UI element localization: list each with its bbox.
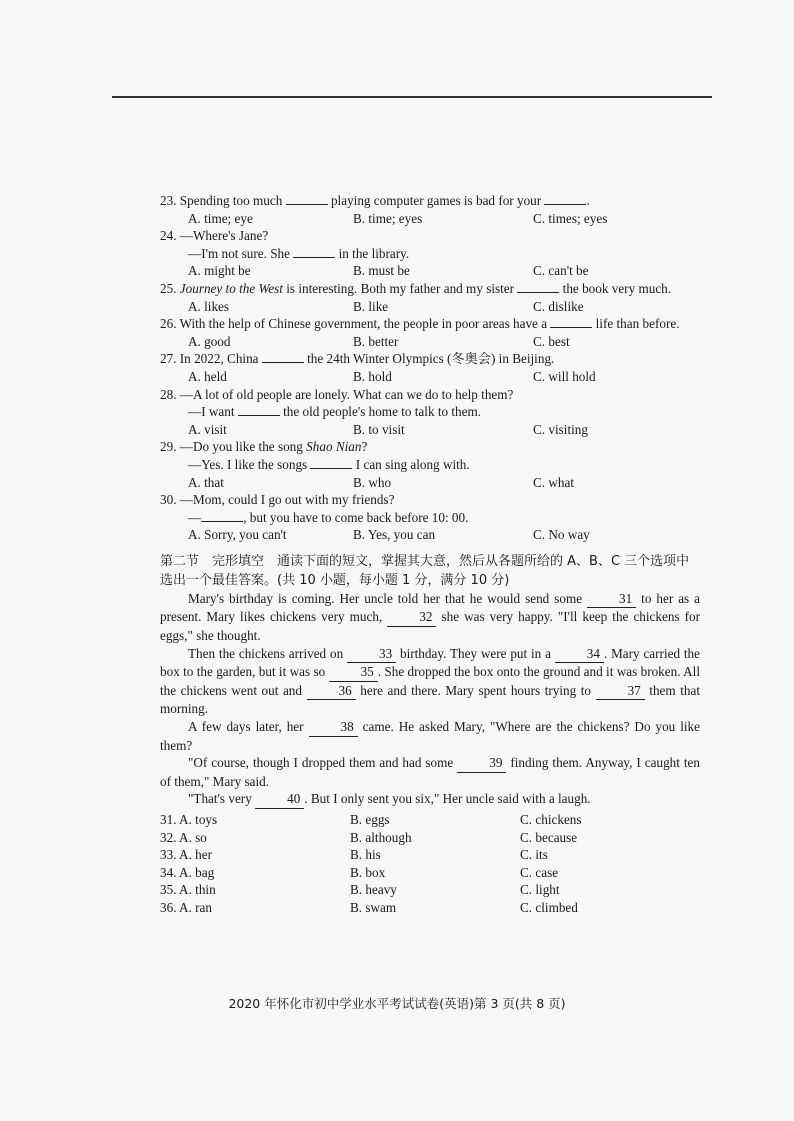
passage-paragraph-2: Then the chickens arrived on 33 birthday. They were put in a 34 . Mary carried the box to the garden, but it was so 35 . She dropped the box onto the ground and it was broken. All the chickens went out and 36 here and there. Mary spent hours trying to 37 them that morning.: [160, 645, 700, 717]
question-24: 24. —Where's Jane? —I'm not sure. She in the library. A. might be B. must be C. can't be: [160, 228, 589, 279]
question-23: 23. Spending too much playing computer games is bad for your . A. time; eye B. time; eyes C. times; eyes: [160, 193, 608, 226]
passage-paragraph-1: Mary's birthday is coming. Her uncle told her that he would send some 31 to her as a present. Mary likes chickens very much, 32 she was very happy. "I'll keep the chickens for eggs," she thought.: [160, 590, 701, 644]
cloze-options: 31. A. toys B. eggs C. chickens 32. A. so B. although C. because 33. A. her B. his C. its 34. A. bag B. box C. case 35. A. thin B. heavy C. light 36. A. ran B. swam C. climbed: [160, 812, 582, 915]
question-25: 25. Journey to the West is interesting. Both my father and my sister the book very much. A. likes B. like C. dislike: [160, 280, 672, 314]
cloze-passage: [160, 590, 700, 809]
exam-content: [160, 192, 700, 917]
question-26: 26. With the help of Chinese government, the people in poor areas have a life than before. A. good B. better C. best: [160, 316, 680, 349]
passage-paragraph-3: A few days later, her 38 came. He asked Mary, "Where are the chickens? Do you like them?: [160, 719, 700, 753]
passage-paragraph-4: "Of course, though I dropped them and had some 39 finding them. Anyway, I caught ten of them," Mary said.: [160, 755, 700, 789]
section-title: 第二节 完形填空 通读下面的短文，掌握其大意，然后从各题所给的 A、B、C 三个选项中选出一个最佳答案。(共 10 小题，每小题 1 分，满分 10 分): [160, 553, 690, 588]
page-footer: 2020 年怀化市初中学业水平考试试卷(英语)第 3 页(共 8 页): [228, 996, 566, 1011]
passage-paragraph-5: "That's very 40 . But I only sent you six," Her uncle said with a laugh.: [160, 790, 700, 809]
question-30: 30. —Mom, could I go out with my friends? — , but you have to come back before 10: 00. A. Sorry, you can't B. Yes, you can C. No way: [160, 492, 590, 543]
scan-edge-line: [112, 96, 712, 98]
question-29: 29. —Do you like the song Shao Nian? —Yes. I like the songs I can sing along with. A. that B. who C. what: [160, 439, 575, 490]
question-28: 28. —A lot of old people are lonely. What can we do to help them? —I want the old people's home to talk to them. A. visit B. to visit C. visiting: [160, 386, 588, 437]
question-27: 27. In 2022, China the 24th Winter Olympics (冬奥会) in Beijing. A. held B. hold C. will hold: [160, 351, 596, 384]
